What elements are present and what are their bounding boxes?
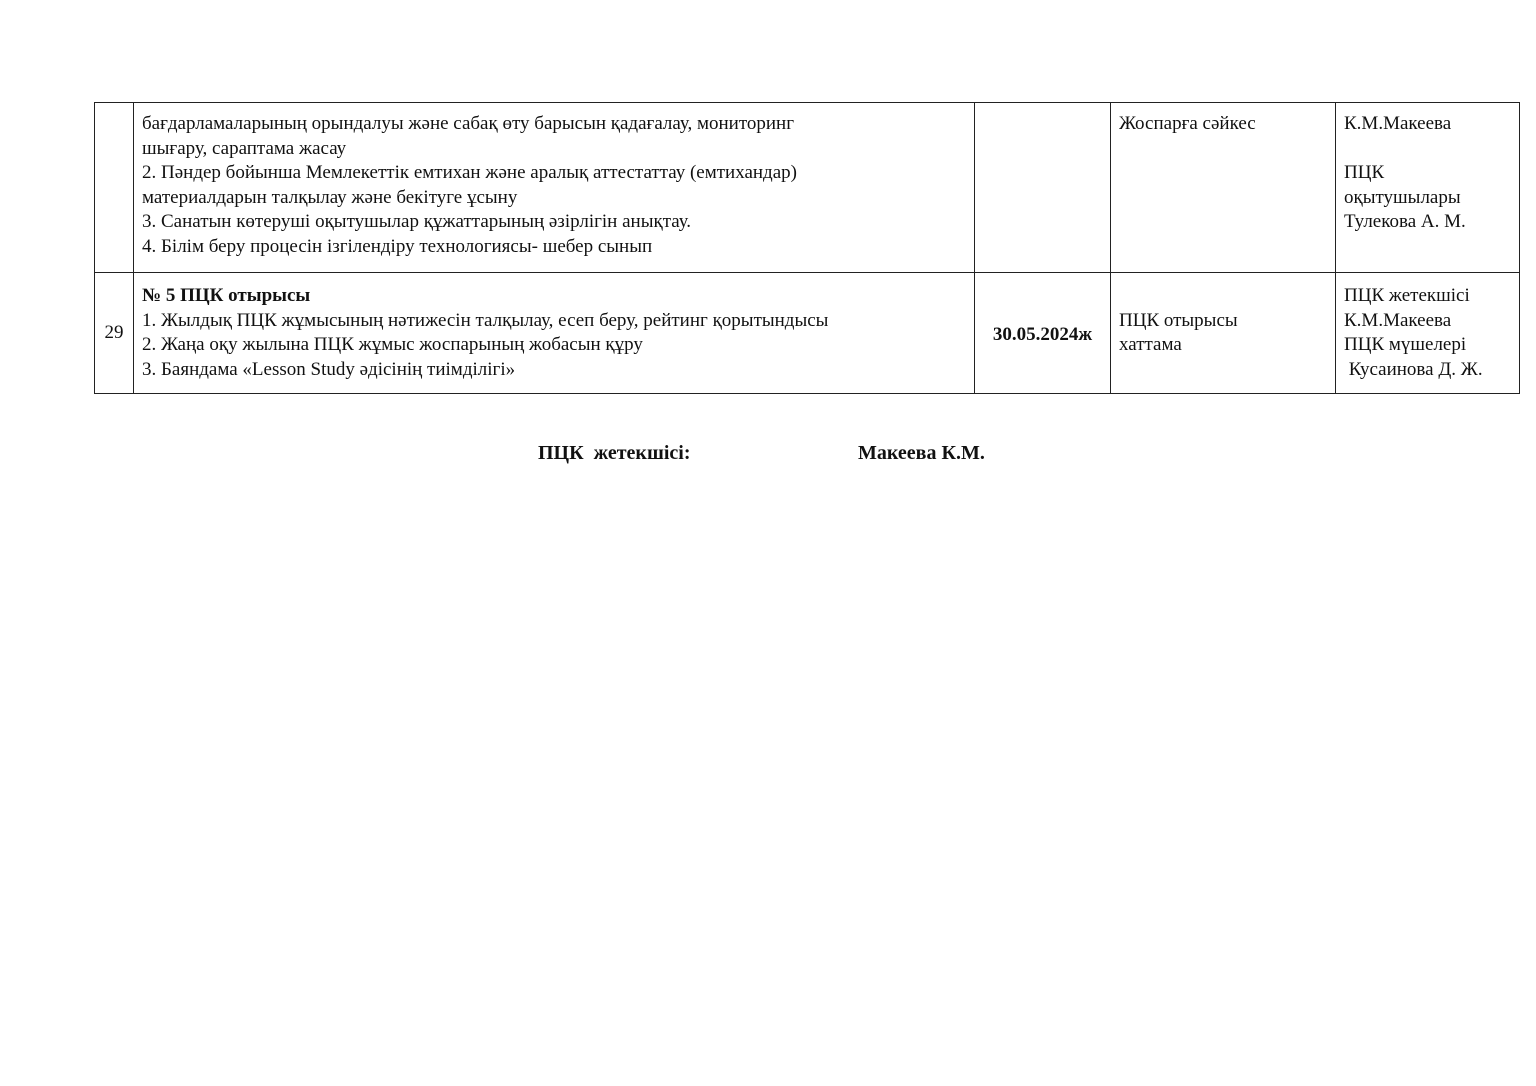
form-text: Жоспарға сәйкес [1119, 113, 1256, 134]
content-line: 3. Санатын көтеруші оқытушылар құжаттарының әзірлігін анықтау. [142, 211, 692, 232]
content-line: бағдарламаларының орындалуы және сабақ өту барысын қадағалау, мониторинг [142, 113, 795, 134]
responsible-line: Кусаинова Д. Ж. [1344, 358, 1483, 380]
signature-label: ПЦК жетекшісі: [538, 442, 691, 464]
date-cell [975, 103, 1111, 273]
form-cell [1111, 103, 1336, 273]
content-line: шығару, сараптама жасау [142, 137, 347, 159]
responsible-line: ПЦК [1344, 162, 1385, 183]
date-cell: 30.05.2024ж [975, 273, 1111, 394]
table-row [95, 103, 1520, 273]
form-line: ПЦК отырысы [1119, 309, 1238, 331]
responsible-cell [1336, 273, 1520, 394]
form-cell [1111, 273, 1336, 394]
responsible-cell [1336, 103, 1520, 273]
content-line: материалдарын талқылау және бекітуге ұсыну [142, 186, 518, 208]
content-cell [134, 103, 975, 273]
responsible-spacer [1344, 137, 1511, 162]
content-cell [134, 273, 975, 394]
row-number-cell [95, 103, 134, 273]
responsible-line: К.М.Макеева [1344, 309, 1452, 331]
work-plan-table [94, 102, 1520, 394]
form-spacer [1119, 284, 1327, 309]
content-line: 1. Жылдық ПЦК жұмысының нәтижесін талқылау, есеп беру, рейтинг қорытындысы [142, 309, 829, 331]
responsible-line: Тулекова А. М. [1344, 211, 1466, 232]
responsible-line: оқытушылары [1344, 186, 1461, 208]
form-line: хаттама [1119, 334, 1182, 355]
content-line: 4. Білім беру процесін ізгілендіру технологиясы- шебер сынып [142, 235, 653, 257]
session-title: № 5 ПЦК отырысы [142, 285, 311, 306]
content-line: 2. Жаңа оқу жылына ПЦК жұмыс жоспарының жобасын құру [142, 334, 643, 355]
responsible-line: ПЦК жетекшісі [1344, 285, 1470, 306]
signature-name: Макеева К.М. [858, 442, 985, 464]
row-number-cell: 29 [95, 273, 134, 394]
responsible-line: К.М.Макеева [1344, 113, 1452, 134]
content-line: 3. Баяндама «Lesson Study әдісінің тиімділігі» [142, 358, 516, 380]
table-row [95, 273, 1520, 394]
responsible-line: ПЦК мүшелері [1344, 334, 1467, 355]
content-line: 2. Пәндер бойынша Мемлекеттік емтихан және аралық аттестаттау (емтихандар) [142, 162, 797, 183]
